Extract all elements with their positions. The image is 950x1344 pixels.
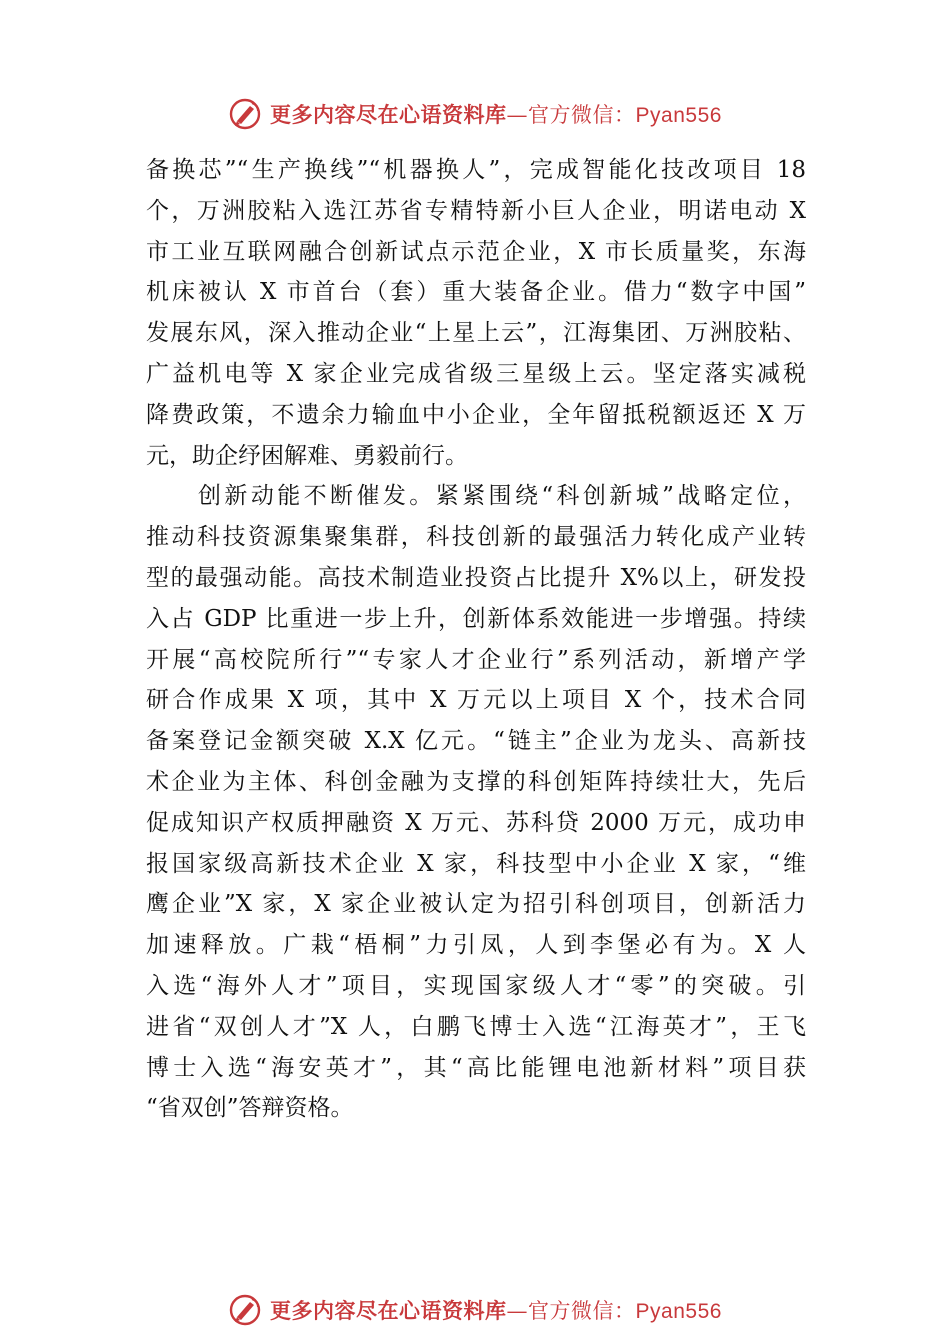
body-line: 备换芯”“生产换线”“机器换人”，完成智能化技改项目 18 [146, 157, 806, 183]
body-line: 加速释放。广栽“梧桐”力引凤，人到李堡必有为。X 人 [146, 932, 806, 959]
body-line: 机床被认 X 市首台（套）重大装备企业。借力“数字中国” [146, 279, 806, 306]
body-line: 型的最强动能。高技术制造业投资占比提升 X%以上，研发投 [146, 564, 806, 591]
body-line: 发展东风，深入推动企业“上星上云”，江海集团、万洲胶粘、 [146, 320, 806, 347]
document-body [146, 150, 806, 1129]
body-line: 推动科技资源集聚集群，科技创新的最强活力转化成产业转 [146, 524, 806, 551]
pen-circle-logo-icon [228, 1293, 262, 1327]
header-text [270, 99, 722, 129]
body-line: 鹰企业”X 家，X 家企业被认定为招引科创项目，创新活力 [146, 891, 806, 918]
body-line: 术企业为主体、科创金融为支撑的科创矩阵持续壮大，先后 [146, 768, 806, 795]
body-line: 进省“双创人才”X 人，白鹏飞博士入选“江海英才”，王飞 [146, 1013, 806, 1040]
footer-text [270, 1295, 722, 1325]
body-line: 博士入选“海安英才”，其“高比能锂电池新材料”项目获 [146, 1054, 806, 1081]
body-line: 研合作成果 X 项，其中 X 万元以上项目 X 个，技术合同 [146, 687, 806, 714]
body-line: 降费政策，不遗余力输血中小企业，全年留抵税额返还 X 万 [146, 401, 806, 428]
pen-circle-logo-icon [228, 97, 262, 131]
footer-sub-text: —官方微信： [506, 1299, 636, 1323]
body-line-paragraph-start: 创新动能不断催发。紧紧围绕“科创新城”战略定位， [198, 483, 806, 510]
body-line: 广益机电等 X 家企业完成省级三星级上云。坚定落实减税 [146, 360, 806, 387]
body-line: 备案登记金额突破 X.X 亿元。“链主”企业为龙头、高新技 [146, 728, 806, 755]
header-banner [0, 94, 950, 134]
body-line: 元，助企纾困解难、勇毅前行。 [146, 442, 468, 469]
footer-main-text: 更多内容尽在心语资料库 [270, 1298, 507, 1323]
body-line: 促成知识产权质押融资 X 万元、苏科贷 2000 万元，成功申 [146, 809, 806, 836]
body-line: 市工业互联网融合创新试点示范企业，X 市长质量奖，东海 [146, 238, 806, 265]
body-line: “省双创”答辩资格。 [146, 1095, 354, 1122]
footer-wechat-id: Pyan556 [635, 1300, 722, 1323]
body-line: 个，万洲胶粘入选江苏省专精特新小巨人企业，明诺电动 X [146, 197, 806, 224]
header-wechat-id: Pyan556 [635, 104, 722, 127]
header-main-text: 更多内容尽在心语资料库 [270, 102, 507, 127]
header-sub-text: —官方微信： [506, 103, 636, 127]
body-line: 入选“海外人才”项目，实现国家级人才“零”的突破。引 [146, 972, 806, 999]
footer-banner [0, 1290, 950, 1330]
body-line: 入占 GDP 比重进一步上升，创新体系效能进一步增强。持续 [146, 605, 806, 632]
body-line: 开展“高校院所行”“专家人才企业行”系列活动，新增产学 [146, 646, 806, 673]
body-line: 报国家级高新技术企业 X 家，科技型中小企业 X 家，“维 [146, 850, 806, 877]
